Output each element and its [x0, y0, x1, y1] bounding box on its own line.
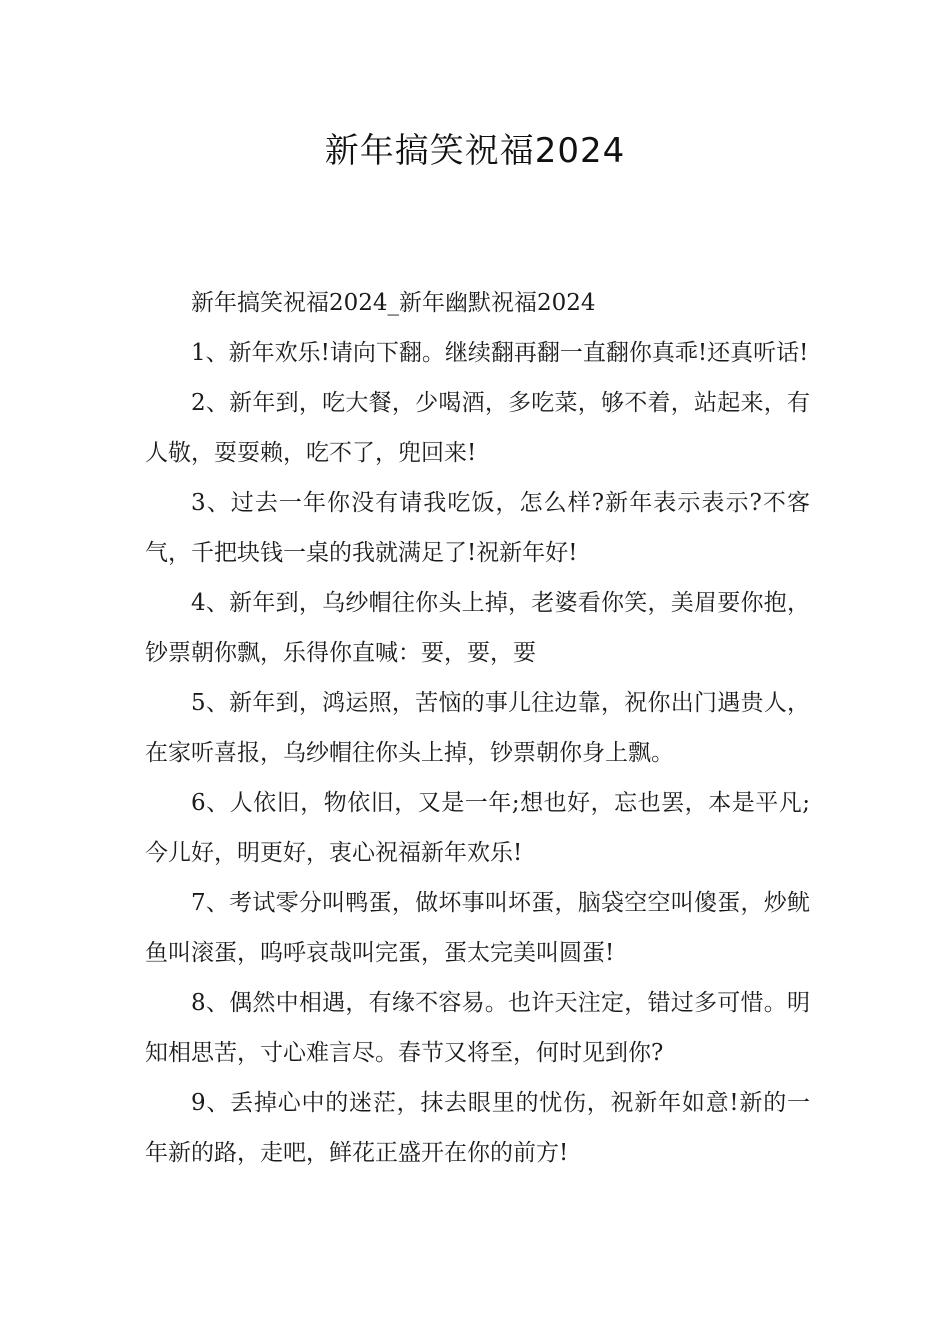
paragraph-6: 6、人依旧，物依旧，又是一年;想也好，忘也罢，本是平凡;今儿好，明更好，衷心祝福新年欢乐! [145, 790, 810, 866]
paragraph-5: 5、新年到，鸿运照，苦恼的事儿往边靠，祝你出门遇贵人，在家听喜报，乌纱帽往你头上掉，钞票朝你身上飘。 [145, 690, 810, 766]
paragraph-9: 9、丢掉心中的迷茫，抹去眼里的忧伤，祝新年如意!新的一年新的路，走吧，鲜花正盛开在你的前方! [145, 1090, 810, 1166]
document-body [145, 278, 810, 1178]
subtitle-line: 新年搞笑祝福2024_新年幽默祝福2024 [191, 290, 596, 316]
paragraph-7: 7、考试零分叫鸭蛋，做坏事叫坏蛋，脑袋空空叫傻蛋，炒鱿鱼叫滚蛋，呜呼哀哉叫完蛋，蛋太完美叫圆蛋! [145, 890, 810, 966]
document-title: 新年搞笑祝福2024 [324, 131, 626, 171]
paragraph-1: 1、新年欢乐!请向下翻。继续翻再翻一直翻你真乖!还真听话! [191, 340, 809, 366]
paragraph-2: 2、新年到，吃大餐，少喝酒，多吃菜，够不着，站起来，有人敬，耍耍赖，吃不了，兜回来! [145, 390, 810, 466]
paragraph-4: 4、新年到，乌纱帽往你头上掉，老婆看你笑，美眉要你抱，钞票朝你飘，乐得你直喊：要，要，要 [145, 590, 810, 666]
paragraph-8: 8、偶然中相遇，有缘不容易。也许天注定，错过多可惜。明知相思苦，寸心难言尽。春节又将至，何时见到你? [145, 990, 810, 1066]
paragraph-3: 3、过去一年你没有请我吃饭，怎么样?新年表示表示?不客气，千把块钱一桌的我就满足了!祝新年好! [145, 490, 810, 566]
